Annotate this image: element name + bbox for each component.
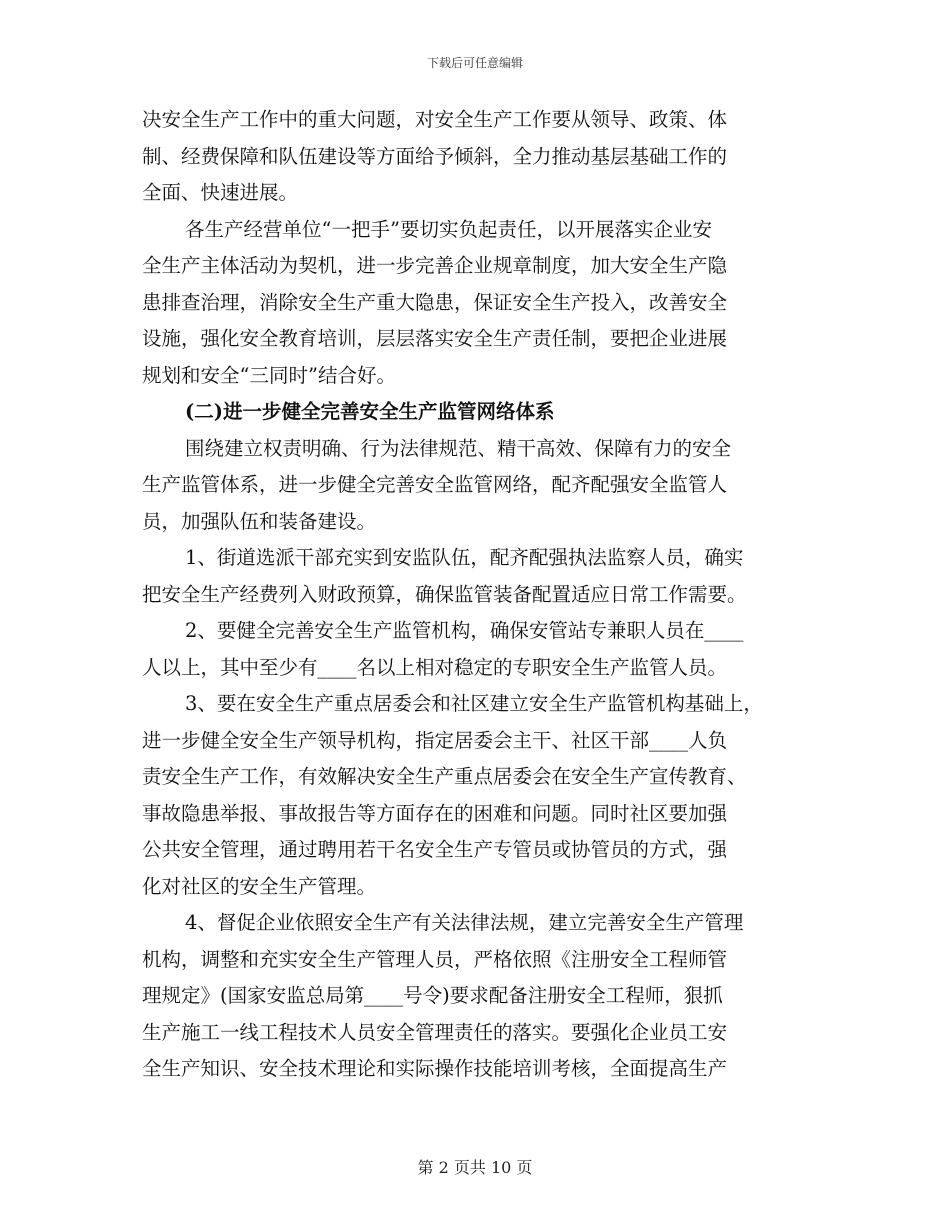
body-line: 制、经费保障和队伍建设等方面给予倾斜，全力推动基层基础工作的 [142,144,728,168]
body-line: 决安全生产工作中的重大问题，对安全生产工作要从领导、政策、体 [142,108,728,131]
body-line: 员，加强队伍和装备建设。 [142,509,377,533]
body-line: 化对社区的安全生产管理。 [142,874,377,898]
paragraph-start: 各生产经营单位“一把手”要切实负起责任，以开展落实企业安 [185,217,712,241]
body-line: 人以上，其中至少有____名以上相对稳定的专职安全生产监管人员。 [142,655,728,679]
page-header: 下载后可任意编辑 [426,56,523,70]
body-line: 责安全生产工作，有效解决安全生产重点居委会在安全生产宣传教育、 [142,765,747,788]
body-line: 规划和安全“三同时”结合好。 [142,363,396,387]
body-line: 公共安全管理，通过聘用若干名安全生产专管员或协管员的方式，强 [142,838,728,861]
body-line: 进一步健全安全生产领导机构，指定居委会主干、社区干部____人负 [142,728,728,752]
list-item-4: 4、督促企业依照安全生产有关法律法规，建立完善安全生产管理 [185,911,744,934]
list-item-2: 2、要健全完善安全生产监管机构，确保安管站专兼职人员在____ [185,619,744,642]
paragraph-start: 围绕建立权责明确、行为法律规范、精干高效、保障有力的安全 [185,436,732,460]
list-item-1: 1、街道选派干部充实到安监队伍，配齐配强执法监察人员，确实 [185,546,744,569]
section-heading: (二)进一步健全完善安全生产监管网络体系 [185,400,555,423]
body-line: 理规定》(国家安监总局第____号令)要求配备注册安全工程师，狠抓 [142,984,723,1007]
body-line: 全面、快速进展。 [142,181,299,204]
body-line: 患排查治理，消除安全生产重大隐患，保证安全生产投入，改善安全 [142,290,728,314]
body-line: 生产监管体系，进一步健全完善安全监管网络，配齐配强安全监管人 [142,473,728,496]
body-line: 把安全生产经费列入财政预算，确保监管装备配置适应日常工作需要。 [142,582,747,606]
body-line: 全生产主体活动为契机，进一步完善企业规章制度，加大安全生产隐 [142,254,728,277]
body-line: 机构，调整和充实安全生产管理人员，严格依照《注册安全工程师管 [142,947,728,971]
document-body [142,102,812,1088]
list-item-3: 3、要在安全生产重点居委会和社区建立安全生产监管机构基础上， [185,692,763,715]
page-footer: 第 2 页共 10 页 [417,1158,533,1177]
body-line: 事故隐患举报、事故报告等方面存在的困难和问题。同时社区要加强 [142,801,728,825]
body-line: 设施，强化安全教育培训，层层落实安全生产责任制，要把企业进展 [142,327,728,350]
body-line: 生产施工一线工程技术人员安全管理责任的落实。要强化企业员工安 [142,1020,728,1044]
body-line: 全生产知识、安全技术理论和实际操作技能培训考核，全面提高生产 [142,1057,728,1080]
